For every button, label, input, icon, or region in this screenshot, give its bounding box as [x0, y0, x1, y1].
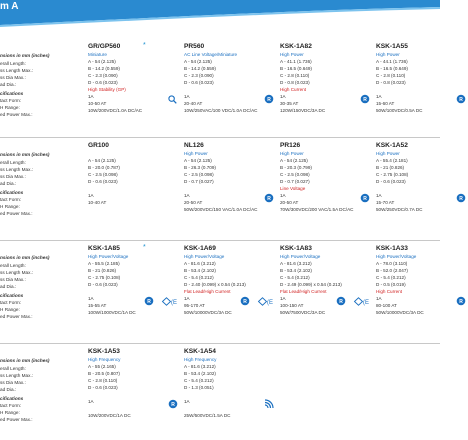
- product-name: KSK-1A82: [280, 43, 312, 50]
- spec-line: B - 52.0 (2.047): [376, 268, 408, 273]
- row-label-glass-dia-max: ss Dia Max.:: [0, 75, 26, 80]
- spec-line: 10-50 AT: [88, 101, 107, 106]
- product-card[interactable]: [280, 43, 372, 133]
- row-label-dimensions: nsions in mm (inches): [0, 152, 50, 157]
- row-label-glass-dia-max: ss Dia Max.:: [0, 277, 26, 282]
- new-product-star-icon: *: [143, 244, 146, 251]
- spec-line: 1A: [184, 399, 190, 404]
- row-label-dimensions: nsions in mm (inches): [0, 358, 50, 363]
- product-name: KSK-1A85: [88, 245, 120, 252]
- spec-line: C - 2.5 (0.098): [184, 172, 214, 177]
- product-name: PR126: [280, 142, 301, 149]
- spec-line: C - 5.4 (0.212): [376, 275, 406, 280]
- row-label-pull-in-range: H Range:: [0, 307, 20, 312]
- row-label-pull-in-range: H Range:: [0, 105, 20, 110]
- svg-text:(E: (E: [267, 300, 273, 306]
- spec-line: A - 78.0 (3.110): [376, 261, 408, 266]
- row-label-glass-length-max: ss Length Max.:: [0, 270, 34, 275]
- row-label-specifications: cifications: [0, 91, 24, 96]
- ce-mark-icon: [162, 293, 178, 311]
- row-label-rated-power-max: ed Power Max.:: [0, 417, 33, 422]
- product-card[interactable]: [88, 142, 180, 232]
- row-label-glass-length-max: ss Length Max.:: [0, 373, 34, 378]
- spec-line: 50W/250VDC/0.7A DC: [376, 207, 423, 212]
- spec-line: C - 2.75 (0.108): [88, 275, 121, 280]
- spec-line: 1A: [376, 296, 382, 301]
- spec-line: B - 14.2 (0.559): [88, 66, 120, 71]
- spec-line: 50W/100VDC/0.5A DC: [376, 108, 423, 113]
- spec-line: A - 81.6 (3.212): [184, 364, 216, 369]
- product-card[interactable]: [184, 348, 276, 438]
- spec-line: A - 55.5 (2.185): [88, 261, 120, 266]
- row-label-rated-power-max: ed Power Max.:: [0, 112, 33, 117]
- product-name: PR560: [184, 43, 205, 50]
- spec-line: High Current: [376, 289, 403, 294]
- product-card[interactable]: [376, 43, 468, 133]
- product-card[interactable]: [376, 142, 468, 232]
- spec-line: High Frequency: [184, 357, 217, 362]
- recognized-component-icon: [264, 190, 274, 208]
- spec-line: 50W/10000VDC/3A DC: [376, 310, 424, 315]
- spec-line: D - 0.7 (0.027): [280, 179, 310, 184]
- spec-line: D - 1.3 (0.051): [184, 385, 214, 390]
- spec-line: High Power: [280, 151, 304, 156]
- spec-line: High Power/Voltage: [184, 254, 225, 259]
- svg-text:R: R: [459, 299, 463, 305]
- spec-line: C - 2.5 (0.098): [88, 172, 118, 177]
- spec-line: B - 20.0 (0.787): [88, 165, 120, 170]
- spec-line: A - 81.6 (3.212): [184, 261, 216, 266]
- recognized-component-icon: [360, 190, 370, 208]
- spec-line: D - 0.6 (0.023): [88, 282, 118, 287]
- recognized-component-icon: [456, 293, 466, 311]
- spec-line: 1A: [88, 296, 94, 301]
- row-label-contact-form: tact Form:: [0, 300, 22, 305]
- spec-line: 1A: [280, 193, 286, 198]
- spec-line: High Power: [376, 52, 400, 57]
- spec-line: A - 54 (2.125): [184, 59, 212, 64]
- spec-line: C - 2.3 (0.090): [184, 73, 214, 78]
- spec-line: 10-40 AT: [88, 200, 107, 205]
- recognized-component-icon: [456, 190, 466, 208]
- row-label-pull-in-range: H Range:: [0, 410, 20, 415]
- section-header: [0, 0, 440, 40]
- recognized-component-icon: [360, 91, 370, 109]
- row-label-lead-dia: ad Dia.:: [0, 82, 17, 87]
- spec-line: C - 5.4 (0.212): [184, 275, 214, 280]
- product-card[interactable]: [88, 348, 180, 438]
- row-label-rated-power-max: ed Power Max.:: [0, 314, 33, 319]
- spec-line: A - 44.1 (1.736): [376, 59, 408, 64]
- row-label-overall-length: erall Length:: [0, 61, 26, 66]
- row-label-overall-length: erall Length:: [0, 160, 26, 165]
- row-label-lead-dia: ad Dia.:: [0, 387, 17, 392]
- spec-line: A - 54 (2.125): [184, 158, 212, 163]
- svg-text:R: R: [243, 299, 247, 305]
- product-card[interactable]: [184, 142, 276, 232]
- spec-line: 20-50 AT: [184, 200, 203, 205]
- spec-line: High Power/Voltage: [280, 254, 321, 259]
- spec-line: A - 54 (2.125): [280, 158, 308, 163]
- spec-line: 1A: [88, 399, 94, 404]
- spec-line: D - 0.5 (0.019): [376, 282, 406, 287]
- product-card[interactable]: [184, 245, 276, 335]
- spec-line: D - 0.6 (0.023): [184, 80, 214, 85]
- spec-line: 70W/300VDC/200 VAC/1.5A DC/AC: [280, 207, 354, 212]
- spec-line: A - 55.4 (2.181): [376, 158, 408, 163]
- spec-line: AC Line Voltage/Miniature: [184, 52, 238, 57]
- svg-text:R: R: [459, 196, 463, 202]
- svg-text:R: R: [363, 196, 367, 202]
- row-label-glass-length-max: ss Length Max.:: [0, 68, 34, 73]
- row-label-contact-form: tact Form:: [0, 98, 22, 103]
- product-name: NL126: [184, 142, 204, 149]
- spec-line: 100W/1000VDC/1A DC: [88, 310, 136, 315]
- svg-text:(E: (E: [171, 300, 177, 306]
- row-label-specifications: cifications: [0, 293, 24, 298]
- ce-mark-icon: [258, 293, 274, 311]
- spec-line: B - 20.3 (0.799): [280, 165, 312, 170]
- search-icon: [168, 91, 177, 109]
- spec-line: 10W/200VDC/1A DC: [88, 413, 131, 418]
- spec-line: D - 2.49 (0.099) x 0.54 (0.213): [280, 282, 342, 287]
- product-name: KSK-1A53: [88, 348, 120, 355]
- spec-line: Miniature: [88, 52, 107, 57]
- header-banner-shape: [0, 0, 440, 40]
- recognized-component-icon: [240, 293, 250, 311]
- spec-line: 1A: [88, 193, 94, 198]
- section-title: m A: [0, 1, 19, 12]
- row-label-glass-dia-max: ss Dia Max.:: [0, 380, 26, 385]
- row-label-dimensions: nsions in mm (inches): [0, 53, 50, 58]
- spec-line: D - 0.8 (0.023): [376, 80, 406, 85]
- spec-line: 25W/500VDC/1.5A DC: [184, 413, 231, 418]
- row-label-contact-form: tact Form:: [0, 197, 22, 202]
- spec-line: A - 81.6 (3.212): [280, 261, 312, 266]
- spec-line: A - 54 (2.125): [88, 59, 116, 64]
- row-divider: [0, 240, 440, 241]
- new-product-star-icon: *: [143, 42, 146, 49]
- spec-line: C - 5.4 (0.212): [184, 378, 214, 383]
- recognized-component-icon: [264, 91, 274, 109]
- svg-text:R: R: [459, 97, 463, 103]
- row-label-rated-power-max: ed Power Max.:: [0, 211, 33, 216]
- spec-line: C - 5.4 (0.212): [280, 275, 310, 280]
- spec-line: 1A: [88, 94, 94, 99]
- row-divider: [0, 343, 440, 344]
- spec-line: D - 0.8 (0.023): [280, 80, 310, 85]
- svg-text:R: R: [267, 196, 271, 202]
- spec-line: 95-170 AT: [184, 303, 205, 308]
- spec-line: High Current: [280, 87, 307, 92]
- spec-line: High Stability (GP): [88, 87, 126, 92]
- svg-text:R: R: [363, 97, 367, 103]
- spec-line: Line Voltage: [280, 186, 306, 191]
- spec-line: B - 14.2 (0.559): [184, 66, 216, 71]
- spec-line: B - 16.5 (0.649): [280, 66, 312, 71]
- spec-line: C - 2.5 (0.098): [280, 172, 310, 177]
- spec-line: 50W/10000VDC/3A DC: [184, 310, 232, 315]
- spec-line: D - 0.7 (0.027): [184, 179, 214, 184]
- spec-line: B - 21 (0.826): [88, 268, 117, 273]
- row-label-overall-length: erall Length:: [0, 263, 26, 268]
- product-name: KSK-1A55: [376, 43, 408, 50]
- spec-line: A - 55 (2.165): [88, 364, 116, 369]
- svg-text:R: R: [267, 97, 271, 103]
- row-divider: [0, 137, 440, 138]
- spec-line: 1A: [376, 94, 382, 99]
- product-name: KSK-1A54: [184, 348, 216, 355]
- product-name: GR/GP560: [88, 43, 121, 50]
- product-card[interactable]: [88, 43, 180, 133]
- spec-line: 10W/250VAC/100 VDC/1.0A DC/AC: [184, 108, 258, 113]
- spec-line: C - 2.75 (0.108): [376, 172, 409, 177]
- product-name: KSK-1A83: [280, 245, 312, 252]
- spec-line: A - 54 (2.125): [88, 158, 116, 163]
- spec-line: D - 2.40 (0.099) x 0.54 (0.213): [184, 282, 246, 287]
- row-label-glass-length-max: ss Length Max.:: [0, 167, 34, 172]
- spec-line: 50W/7500VDC/3A DC: [280, 310, 326, 315]
- spec-line: 1A: [376, 193, 382, 198]
- spec-line: 15-70 AT: [376, 200, 395, 205]
- product-name: KSK-1A52: [376, 142, 408, 149]
- spec-line: B - 53.4 (2.102): [280, 268, 312, 273]
- recognized-component-icon: [144, 293, 154, 311]
- spec-line: 1A: [184, 193, 190, 198]
- product-name: KSK-1A69: [184, 245, 216, 252]
- svg-text:(E: (E: [363, 300, 369, 306]
- spec-line: 15-60 AT: [376, 101, 395, 106]
- spec-line: High Power: [280, 52, 304, 57]
- recognized-component-icon: [456, 91, 466, 109]
- spec-line: Flat Lead/High Current: [280, 289, 327, 294]
- row-label-overall-length: erall Length:: [0, 366, 26, 371]
- spec-line: 1A: [184, 296, 190, 301]
- svg-text:R: R: [171, 402, 175, 408]
- row-label-specifications: cifications: [0, 190, 24, 195]
- spec-line: D - 0.6 (0.023): [376, 179, 406, 184]
- spec-line: 20-40 AT: [184, 101, 203, 106]
- row-label-lead-dia: ad Dia.:: [0, 284, 17, 289]
- row-label-specifications: cifications: [0, 396, 24, 401]
- spec-line: D - 0.6 (0.023): [88, 385, 118, 390]
- spec-line: High Power: [184, 151, 208, 156]
- product-card[interactable]: [376, 245, 468, 335]
- ce-mark-icon: [354, 293, 370, 311]
- row-label-contact-form: tact Form:: [0, 403, 22, 408]
- spec-line: High Frequency: [88, 357, 121, 362]
- spec-line: 30-35 AT: [280, 101, 299, 106]
- spec-line: C - 2.8 (0.110): [376, 73, 406, 78]
- spec-line: D - 0.6 (0.023): [88, 80, 118, 85]
- spec-line: High Power: [376, 151, 400, 156]
- spec-line: High Power/Voltage: [376, 254, 417, 259]
- spec-line: A - 41.1 (1.736): [280, 59, 312, 64]
- spec-line: B - 20.5 (0.807): [88, 371, 120, 376]
- product-card[interactable]: [88, 245, 180, 335]
- spec-line: D - 0.6 (0.023): [88, 179, 118, 184]
- spec-line: 15-55 AT: [88, 303, 107, 308]
- row-label-pull-in-range: H Range:: [0, 204, 20, 209]
- svg-text:R: R: [339, 299, 343, 305]
- spec-line: Flat Lead/High Current: [184, 289, 231, 294]
- product-card[interactable]: [184, 43, 276, 133]
- spec-line: 20-50 AT: [280, 200, 299, 205]
- spec-line: 1A: [184, 94, 190, 99]
- recognized-component-icon: [336, 293, 346, 311]
- product-name: KSK-1A33: [376, 245, 408, 252]
- recognized-component-icon: [168, 396, 178, 414]
- spec-line: C - 2.8 (0.110): [88, 378, 118, 383]
- spec-line: 10W/200VDC/1.0A DC/AC: [88, 108, 143, 113]
- product-card[interactable]: [280, 142, 372, 232]
- spec-line: High Power/Voltage: [88, 254, 129, 259]
- spec-line: 50W/200VDC/150 VAC/1.0A DC/AC: [184, 207, 258, 212]
- spec-line: C - 2.8 (0.110): [280, 73, 310, 78]
- spec-line: B - 16.5 (0.649): [376, 66, 408, 71]
- spec-line: 1A: [280, 296, 286, 301]
- svg-text:R: R: [147, 299, 151, 305]
- spec-line: 80-100 AT: [376, 303, 397, 308]
- spec-line: 100-150 AT: [280, 303, 304, 308]
- product-card[interactable]: [280, 245, 372, 335]
- spec-line: B - 53.4 (2.102): [184, 371, 216, 376]
- spec-line: B - 53.4 (2.102): [184, 268, 216, 273]
- spec-line: B - 26.3 (0.709): [184, 165, 216, 170]
- spec-line: 120W/150VDC/3A DC: [280, 108, 326, 113]
- row-label-dimensions: nsions in mm (inches): [0, 255, 50, 260]
- row-label-glass-dia-max: ss Dia Max.:: [0, 174, 26, 179]
- spec-line: 1A: [280, 94, 286, 99]
- spec-line: C - 2.3 (0.090): [88, 73, 118, 78]
- spec-line: B - 21 (0.826): [376, 165, 405, 170]
- row-label-lead-dia: ad Dia.:: [0, 181, 17, 186]
- rf-wave-icon: [264, 396, 274, 414]
- product-name: GR100: [88, 142, 109, 149]
